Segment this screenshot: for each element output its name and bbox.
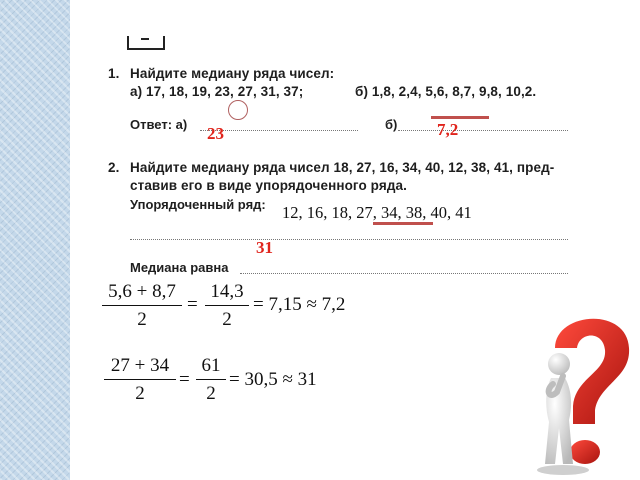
task2-ordered-label: Упорядоченный ряд: xyxy=(130,197,266,212)
task1-answer-a: 23 xyxy=(207,124,224,143)
thinking-person-question-mark-icon xyxy=(515,300,640,478)
task1-answer-label: Ответ: а) xyxy=(130,117,188,132)
task2-number: 2. xyxy=(108,160,120,175)
formula2-fraction1 xyxy=(104,355,176,405)
highlight-circle xyxy=(228,100,248,120)
task1-answer-b: 7,2 xyxy=(437,120,459,139)
task2-ordered-line xyxy=(130,239,568,240)
formula1-denominator1: 2 xyxy=(137,309,147,330)
formula2-equals: = xyxy=(179,369,190,390)
formula1-numerator2: 14,3 xyxy=(210,281,244,302)
formula2-result: = 30,5 ≈ 31 xyxy=(229,369,317,390)
task1-question: Найдите медиану ряда чисел: xyxy=(130,66,335,81)
task1-part-a: а) 17, 18, 19, 23, 27, 31, 37; xyxy=(130,84,304,99)
formula1-fraction1 xyxy=(102,281,182,331)
task2-median-line xyxy=(240,273,568,274)
task2-answer: 31 xyxy=(256,238,273,257)
formula1-fraction2 xyxy=(205,281,249,331)
task1-number: 1. xyxy=(108,66,120,81)
task1-answer-b-highlight xyxy=(431,116,489,119)
page-header-mark xyxy=(127,36,165,50)
task1-answer-b-line xyxy=(398,130,568,131)
formula2-denominator2: 2 xyxy=(206,383,216,404)
task2-middle-highlight xyxy=(373,222,433,225)
task1-part-b: б) 1,8, 2,4, 5,6, 8,7, 9,8, 10,2. xyxy=(355,84,537,99)
task2-ordered-series: 12, 16, 18, 27, 34, 38, 40, 41 xyxy=(282,203,472,222)
formula1-numerator1: 5,6 + 8,7 xyxy=(108,281,176,302)
formula1-denominator2: 2 xyxy=(222,309,232,330)
task1-answer-b-label: б) xyxy=(385,117,398,132)
formula2-fraction2 xyxy=(196,355,226,405)
formula2-denominator1: 2 xyxy=(135,383,145,404)
task2-question-line2: ставив его в виде упорядоченного ряда. xyxy=(130,178,407,193)
formula1-equals: = xyxy=(187,294,198,315)
decorative-side-strip xyxy=(0,0,70,480)
formula1-result: = 7,15 ≈ 7,2 xyxy=(253,294,346,315)
formula2-numerator1: 27 + 34 xyxy=(110,355,170,376)
task2-question-line1: Найдите медиану ряда чисел 18, 27, 16, 34, 40, 12, 38, 41, пред- xyxy=(130,160,555,175)
formula2-numerator2: 61 xyxy=(201,355,221,376)
task2-median-label: Медиана равна xyxy=(130,260,229,275)
